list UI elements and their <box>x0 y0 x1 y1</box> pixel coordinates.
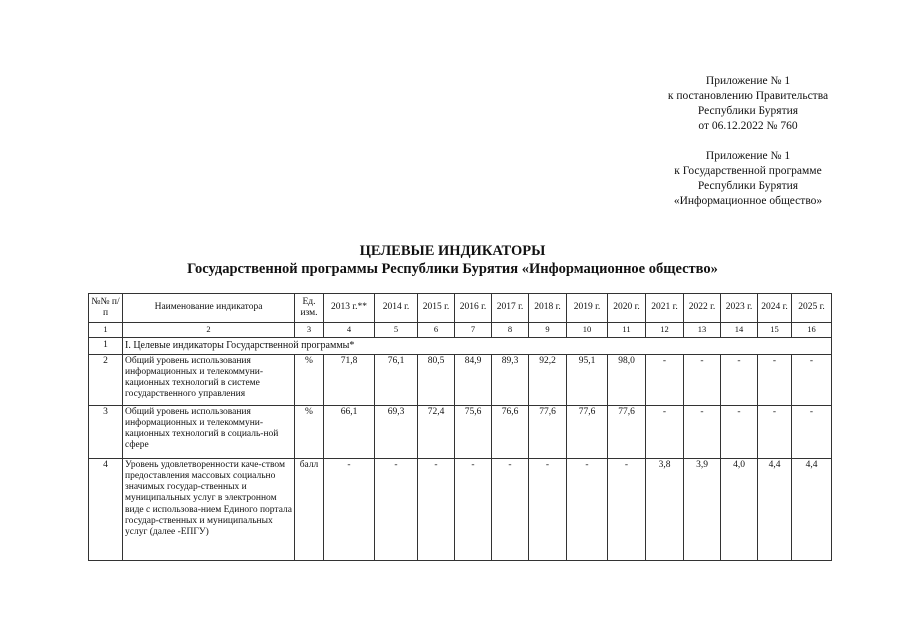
indicator-value: 89,3 <box>492 354 529 405</box>
indicator-unit: % <box>295 405 324 458</box>
column-number-row <box>89 323 832 338</box>
section-row <box>89 337 832 354</box>
indicator-value: - <box>758 405 792 458</box>
indicator-value: 77,6 <box>567 405 608 458</box>
appendix-line: Республики Бурятия <box>697 105 799 117</box>
header-name: Наименование индикатора <box>123 294 295 323</box>
indicator-value: - <box>684 354 721 405</box>
indicator-value: 76,6 <box>492 405 529 458</box>
indicator-name: Уровень удовлетворенности каче-ством предоставления массовых социально значимых государ-ственных и муниципальных услуг в электронном виде с использова-нием Единого портала государ-ственных и муниципальных услуг (далее -ЕПГУ) <box>123 458 295 560</box>
header-year: 2018 г. <box>529 294 567 323</box>
header-year: 2025 г. <box>792 294 832 323</box>
row-num: 4 <box>89 458 123 560</box>
indicator-value: - <box>567 458 608 560</box>
indicator-value: 80,5 <box>418 354 455 405</box>
indicator-value: 76,1 <box>375 354 418 405</box>
indicator-value: - <box>529 458 567 560</box>
column-number: 9 <box>529 323 567 338</box>
table-row <box>89 405 832 458</box>
header-unit: Ед. изм. <box>295 294 324 323</box>
indicator-value: 95,1 <box>567 354 608 405</box>
appendix-line: к Государственной программе <box>674 165 822 177</box>
column-number: 2 <box>123 323 295 338</box>
appendix-line: к постановлению Правительства <box>667 90 829 102</box>
section-num: 1 <box>89 337 123 354</box>
column-number: 4 <box>324 323 375 338</box>
indicator-value: 3,9 <box>684 458 721 560</box>
indicator-value: 4,4 <box>758 458 792 560</box>
document-title: ЦЕЛЕВЫЕ ИНДИКАТОРЫ <box>359 243 546 259</box>
indicator-value: - <box>375 458 418 560</box>
appendix-line: Республики Бурятия <box>697 180 799 192</box>
indicator-value: - <box>792 405 832 458</box>
row-num: 2 <box>89 354 123 405</box>
column-number: 14 <box>721 323 758 338</box>
header-year: 2019 г. <box>567 294 608 323</box>
document-subtitle: Государственной программы Республики Бурятия «Информационное общество» <box>187 261 718 277</box>
indicator-value: 4,0 <box>721 458 758 560</box>
table-row <box>89 458 832 560</box>
indicator-value: 69,3 <box>375 405 418 458</box>
column-number: 8 <box>492 323 529 338</box>
appendix-state-program <box>650 149 846 209</box>
indicator-value: - <box>608 458 646 560</box>
header-year: 2022 г. <box>684 294 721 323</box>
appendix-line: «Информационное общество» <box>673 195 823 207</box>
indicator-value: 77,6 <box>529 405 567 458</box>
column-number: 11 <box>608 323 646 338</box>
indicator-value: - <box>721 354 758 405</box>
header-year: 2021 г. <box>646 294 684 323</box>
indicators-table <box>88 293 832 561</box>
indicator-value: 72,4 <box>418 405 455 458</box>
header-year: 2020 г. <box>608 294 646 323</box>
column-number: 16 <box>792 323 832 338</box>
indicator-value: - <box>646 405 684 458</box>
indicator-unit: балл <box>295 458 324 560</box>
row-num: 3 <box>89 405 123 458</box>
indicator-value: 75,6 <box>455 405 492 458</box>
header-year: 2023 г. <box>721 294 758 323</box>
indicator-value: - <box>684 405 721 458</box>
indicator-value: - <box>418 458 455 560</box>
indicator-name: Общий уровень использования информационных и телекоммуни-кационных технологий в системе государственного управления <box>123 354 295 405</box>
header-year: 2014 г. <box>375 294 418 323</box>
appendix-govt-resolution <box>650 74 846 134</box>
indicator-value: - <box>721 405 758 458</box>
appendix-line: Приложение № 1 <box>705 75 791 87</box>
indicator-value: 98,0 <box>608 354 646 405</box>
appendix-line: Приложение № 1 <box>705 150 791 162</box>
header-year: 2015 г. <box>418 294 455 323</box>
indicator-value: 66,1 <box>324 405 375 458</box>
table-header-row <box>89 294 832 323</box>
indicator-unit: % <box>295 354 324 405</box>
indicator-value: - <box>492 458 529 560</box>
header-year: 2017 г. <box>492 294 529 323</box>
indicator-value: 3,8 <box>646 458 684 560</box>
column-number: 3 <box>295 323 324 338</box>
indicator-value: - <box>758 354 792 405</box>
column-number: 12 <box>646 323 684 338</box>
indicator-name: Общий уровень использования информационных и телекоммуни-кационных технологий в социаль-ной сфере <box>123 405 295 458</box>
indicator-value: - <box>646 354 684 405</box>
column-number: 6 <box>418 323 455 338</box>
header-year: 2024 г. <box>758 294 792 323</box>
header-year: 2016 г. <box>455 294 492 323</box>
header-num: №№ п/п <box>89 294 123 323</box>
appendix-line: от 06.12.2022 № 760 <box>698 120 798 132</box>
indicator-value: - <box>324 458 375 560</box>
column-number: 10 <box>567 323 608 338</box>
indicator-value: - <box>455 458 492 560</box>
indicator-value: 84,9 <box>455 354 492 405</box>
header-year: 2013 г.** <box>324 294 375 323</box>
indicator-value: 4,4 <box>792 458 832 560</box>
table-row <box>89 354 832 405</box>
indicator-value: 71,8 <box>324 354 375 405</box>
column-number: 5 <box>375 323 418 338</box>
column-number: 7 <box>455 323 492 338</box>
section-title: I. Целевые индикаторы Государственной программы* <box>123 337 832 354</box>
column-number: 15 <box>758 323 792 338</box>
indicator-value: 77,6 <box>608 405 646 458</box>
column-number: 13 <box>684 323 721 338</box>
indicator-value: 92,2 <box>529 354 567 405</box>
column-number: 1 <box>89 323 123 338</box>
indicator-value: - <box>792 354 832 405</box>
